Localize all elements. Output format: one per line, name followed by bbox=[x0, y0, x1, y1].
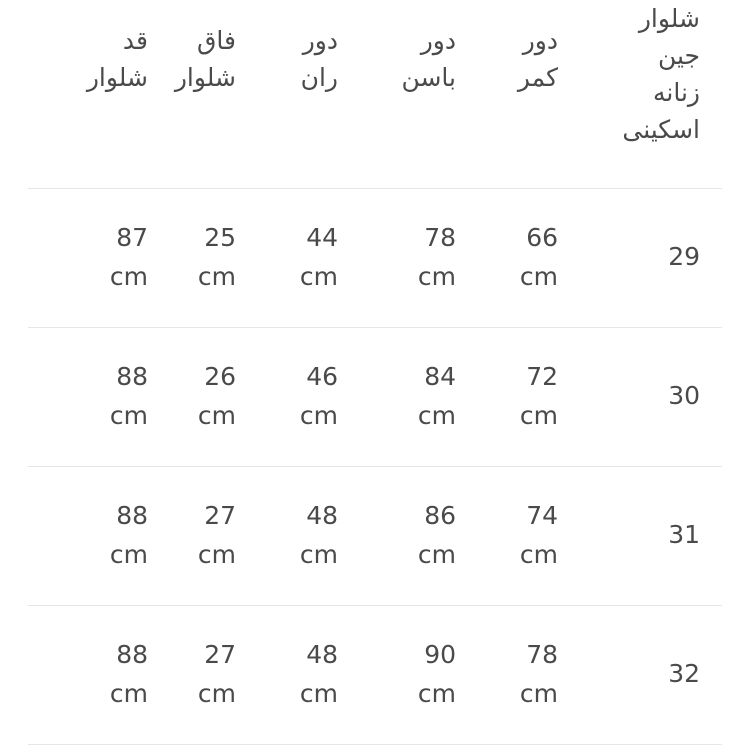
row-divider bbox=[28, 744, 722, 745]
header-waist-line-1: دور bbox=[522, 26, 558, 55]
length-value: 87 bbox=[116, 223, 148, 252]
unit-label: cm bbox=[519, 540, 558, 569]
header-rise-line-2: شلوار bbox=[174, 63, 236, 92]
size-value: 32 bbox=[668, 659, 700, 688]
unit-label: cm bbox=[519, 262, 558, 291]
unit-label: cm bbox=[109, 679, 148, 708]
length-cell bbox=[110, 635, 148, 713]
thigh-value: 46 bbox=[306, 362, 338, 391]
header-rise-line-1: فاق bbox=[197, 26, 236, 55]
header-product-line-2: جین bbox=[657, 41, 700, 70]
waist-value: 74 bbox=[526, 501, 558, 530]
length-cell bbox=[110, 496, 148, 574]
size-value: 30 bbox=[668, 381, 700, 410]
rise-cell bbox=[198, 357, 236, 435]
unit-label: cm bbox=[417, 679, 456, 708]
thigh-value: 44 bbox=[306, 223, 338, 252]
size-cell bbox=[668, 515, 700, 554]
length-value: 88 bbox=[116, 501, 148, 530]
header-product-line-4: اسکینی bbox=[622, 115, 700, 144]
thigh-cell bbox=[300, 357, 338, 435]
waist-cell bbox=[520, 357, 558, 435]
hip-cell bbox=[418, 496, 456, 574]
header-waist-line-2: کمر bbox=[517, 63, 558, 92]
header-length-line-1: قد bbox=[122, 26, 148, 55]
unit-label: cm bbox=[299, 540, 338, 569]
header-product-name bbox=[622, 0, 700, 148]
unit-label: cm bbox=[417, 262, 456, 291]
hip-value: 78 bbox=[424, 223, 456, 252]
header-thigh bbox=[301, 22, 338, 96]
rise-value: 27 bbox=[204, 640, 236, 669]
unit-label: cm bbox=[417, 401, 456, 430]
header-waist bbox=[518, 22, 558, 96]
header-thigh-line-2: ران bbox=[300, 63, 338, 92]
waist-value: 66 bbox=[526, 223, 558, 252]
header-hip bbox=[401, 22, 456, 96]
length-value: 88 bbox=[116, 362, 148, 391]
waist-cell bbox=[520, 635, 558, 713]
rise-value: 25 bbox=[204, 223, 236, 252]
unit-label: cm bbox=[197, 540, 236, 569]
thigh-cell bbox=[300, 635, 338, 713]
waist-value: 78 bbox=[526, 640, 558, 669]
table-row bbox=[28, 327, 722, 466]
header-length-line-2: شلوار bbox=[86, 63, 148, 92]
size-cell bbox=[668, 237, 700, 276]
unit-label: cm bbox=[109, 540, 148, 569]
header-rise bbox=[175, 22, 236, 96]
hip-value: 90 bbox=[424, 640, 456, 669]
table-row bbox=[28, 605, 722, 744]
unit-label: cm bbox=[519, 401, 558, 430]
length-value: 88 bbox=[116, 640, 148, 669]
thigh-value: 48 bbox=[306, 501, 338, 530]
hip-cell bbox=[418, 357, 456, 435]
table-row bbox=[28, 188, 722, 327]
unit-label: cm bbox=[197, 401, 236, 430]
size-value: 29 bbox=[668, 242, 700, 271]
header-hip-line-2: باسن bbox=[401, 63, 456, 92]
rise-cell bbox=[198, 218, 236, 296]
unit-label: cm bbox=[197, 679, 236, 708]
waist-value: 72 bbox=[526, 362, 558, 391]
thigh-cell bbox=[300, 218, 338, 296]
thigh-value: 48 bbox=[306, 640, 338, 669]
size-chart-table bbox=[28, 0, 722, 750]
waist-cell bbox=[520, 496, 558, 574]
waist-cell bbox=[520, 218, 558, 296]
hip-cell bbox=[418, 635, 456, 713]
header-length bbox=[87, 22, 148, 96]
unit-label: cm bbox=[417, 540, 456, 569]
length-cell bbox=[110, 218, 148, 296]
unit-label: cm bbox=[109, 262, 148, 291]
unit-label: cm bbox=[197, 262, 236, 291]
rise-cell bbox=[198, 635, 236, 713]
size-cell bbox=[668, 376, 700, 415]
hip-cell bbox=[418, 218, 456, 296]
hip-value: 86 bbox=[424, 501, 456, 530]
hip-value: 84 bbox=[424, 362, 456, 391]
rise-cell bbox=[198, 496, 236, 574]
length-cell bbox=[110, 357, 148, 435]
unit-label: cm bbox=[299, 262, 338, 291]
header-hip-line-1: دور bbox=[420, 26, 456, 55]
size-cell bbox=[668, 654, 700, 693]
rise-value: 26 bbox=[204, 362, 236, 391]
header-product-line-3: زنانه bbox=[652, 78, 700, 107]
rise-value: 27 bbox=[204, 501, 236, 530]
unit-label: cm bbox=[299, 401, 338, 430]
header-thigh-line-1: دور bbox=[302, 26, 338, 55]
table-row bbox=[28, 466, 722, 605]
size-value: 31 bbox=[668, 520, 700, 549]
thigh-cell bbox=[300, 496, 338, 574]
header-product-line-1: شلوار bbox=[638, 4, 700, 33]
table-header-row bbox=[28, 0, 722, 188]
unit-label: cm bbox=[519, 679, 558, 708]
unit-label: cm bbox=[109, 401, 148, 430]
unit-label: cm bbox=[299, 679, 338, 708]
